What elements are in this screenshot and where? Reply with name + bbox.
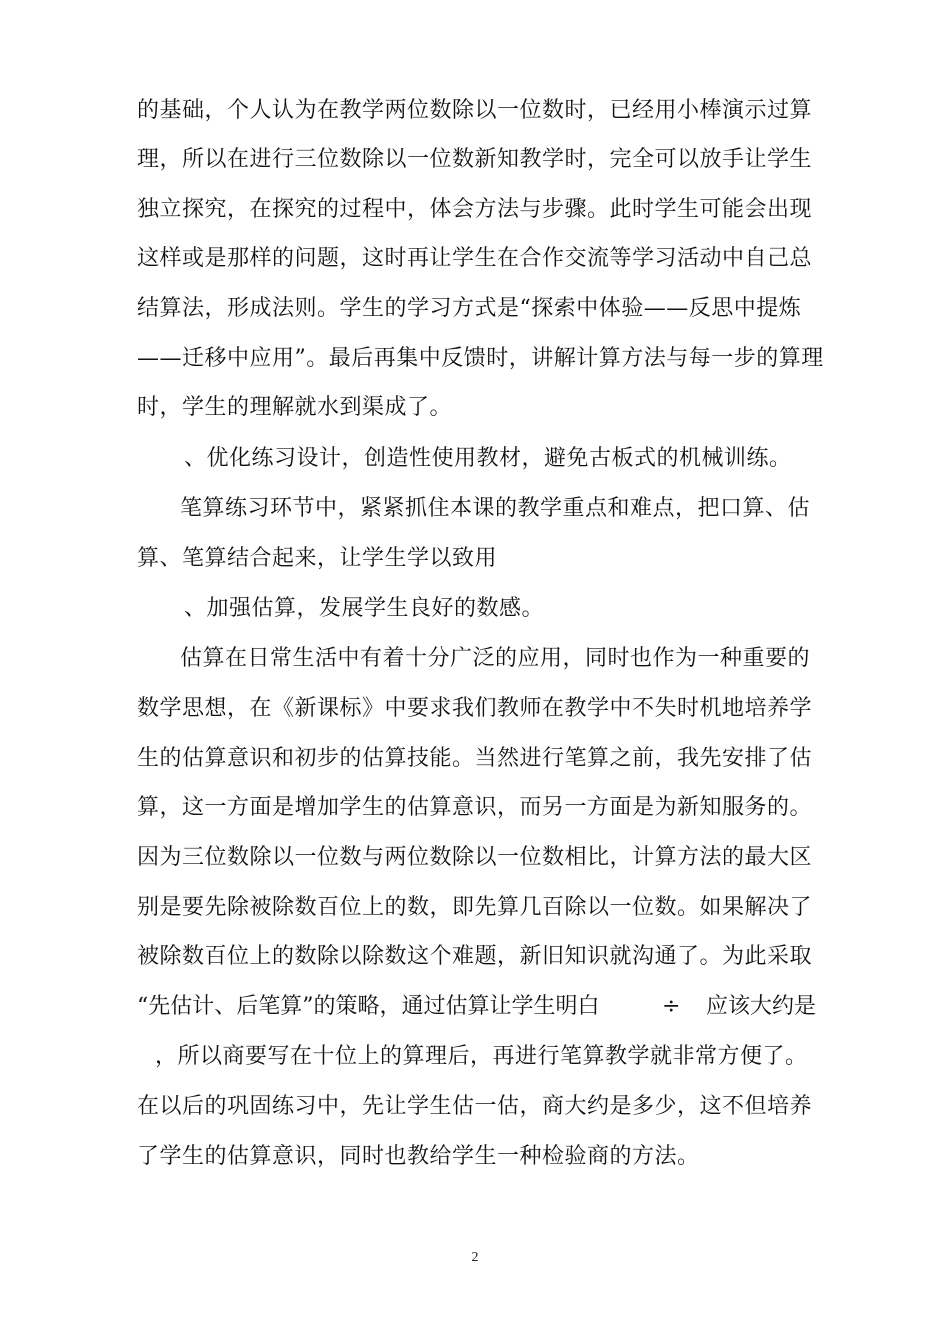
text-line-16: 因为三位数除以一位数与两位数除以一位数相比，计算方法的最大区 — [137, 845, 813, 870]
text-line-13: 数学思想，在《新课标》中要求我们教师在教学中不失时机地培养学 — [137, 696, 813, 721]
text-line-10: 算、笔算结合起来，让学生学以致用 — [137, 546, 498, 571]
text-line-21: 在以后的巩固练习中，先让学生估一估，商大约是多少，这不但培养 — [137, 1094, 813, 1119]
text-line-17: 别是要先除被除数百位上的数，即先算几百除以一位数。如果解决了 — [137, 895, 813, 920]
text-line-2: 理，所以在进行三位数除以一位数新知教学时，完全可以放手让学生 — [137, 147, 813, 172]
text-line-4: 这样或是那样的问题，这时再让学生在合作交流等学习活动中自己总 — [137, 246, 813, 271]
page-number: 2 — [471, 1250, 479, 1265]
text-line-20: ，所以商要写在十位上的算理后，再进行笔算教学就非常方便了。 — [155, 1044, 808, 1069]
text-line-5: 结算法，形成法则。学生的学习方式是“探索中体验——反思中提炼 — [137, 296, 802, 321]
section-heading-estimation: 、加强估算，发展学生良好的数感。 — [184, 596, 545, 621]
text-line-15: 算，这一方面是增加学生的估算意识，而另一方面是为新知服务的。 — [137, 795, 813, 820]
text-line-7: 时，学生的理解就水到渠成了。 — [137, 395, 453, 420]
division-symbol: ÷ — [662, 994, 681, 1019]
text-line-14: 生的估算意识和初步的估算技能。当然进行笔算之前，我先安排了估 — [137, 746, 813, 771]
text-line-19-left: “先估计、后笔算”的策略，通过估算让学生明白 — [137, 994, 600, 1019]
text-line-3: 独立探究，在探究的过程中，体会方法与步骤。此时学生可能会出现 — [137, 197, 813, 222]
text-line-1: 的基础，个人认为在教学两位数除以一位数时，已经用小棒演示过算 — [137, 98, 813, 123]
text-line-18: 被除数百位上的数除以除数这个难题，新旧知识就沟通了。为此采取 — [137, 944, 813, 969]
text-line-9: 笔算练习环节中，紧紧抓住本课的教学重点和难点，把口算、估 — [180, 496, 811, 521]
text-line-12: 估算在日常生活中有着十分广泛的应用，同时也作为一种重要的 — [180, 646, 811, 671]
text-line-6: ——迁移中应用”。最后再集中反馈时，讲解计算方法与每一步的算理 — [137, 346, 824, 371]
section-heading-practice: 、优化练习设计，创造性使用教材，避免古板式的机械训练。 — [184, 446, 792, 471]
text-line-22: 了学生的估算意识，同时也教给学生一种检验商的方法。 — [137, 1144, 700, 1169]
text-line-19-right: 应该大约是 — [706, 994, 817, 1019]
